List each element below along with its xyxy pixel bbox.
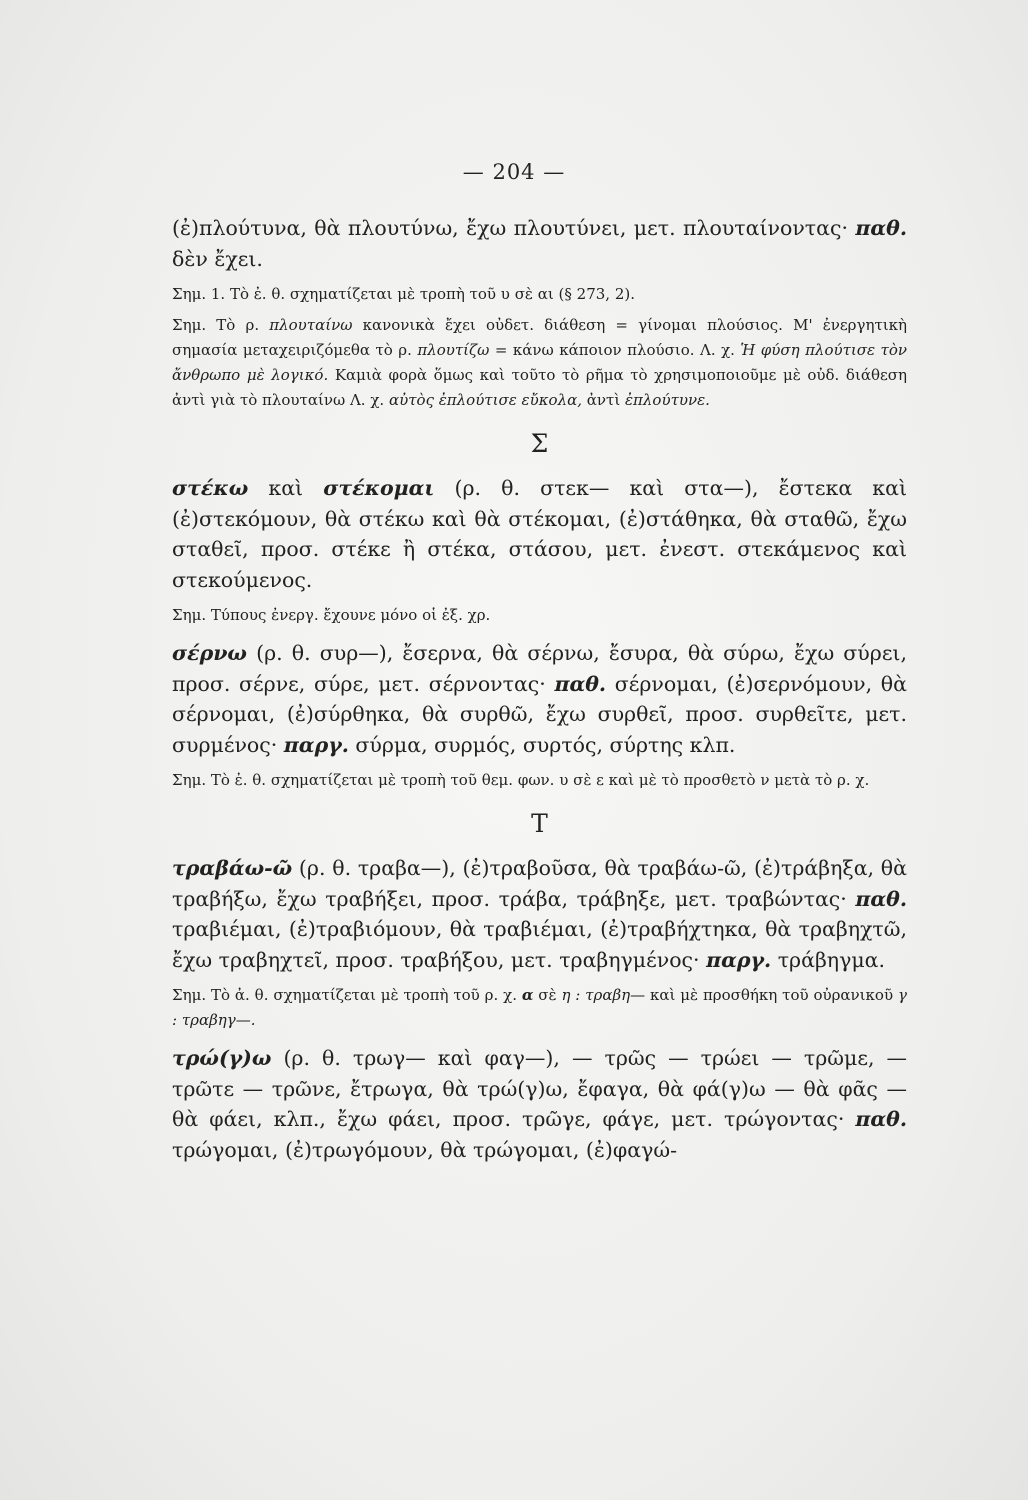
text-span: καὶ μὲ προσθήκη τοῦ οὐρανικοῦ [650, 986, 894, 1004]
italic-span: πλουτίζω [417, 341, 490, 359]
section-letter-tau: Τ [531, 809, 548, 838]
abbr-pathitiko: παθ. [855, 886, 907, 911]
abbr-pathitiko: παθ. [554, 671, 607, 696]
section-letter-sigma: Σ [530, 429, 549, 458]
entry-headword: τρώ(γ)ω [172, 1046, 272, 1070]
abbr-paragogo: παργ. [283, 732, 349, 757]
text-span: Καμιὰ φορὰ ὅμως καὶ τοῦτο τὸ ρῆμα τὸ χρησιμοποιοῦμε μὲ οὐδ. διάθεση ἀντὶ γιὰ τὸ πλουταίνω Λ. χ. [172, 366, 907, 409]
text-span: τραβιέμαι, (ἐ)τραβιόμουν, θὰ τραβιέμαι, (ἐ)τραβήχτηκα, θὰ τραβηχτῶ, ἔχω τραβηχτεῖ, προσ. τραβήξου, μετ. τραβηγμένος· [172, 917, 907, 972]
italic-span: τραβη— [585, 986, 646, 1004]
entry-trogo [172, 1043, 907, 1165]
text-span: (ρ. θ. τρωγ— καὶ φαγ—), — τρῶς — τρώει — τρῶμε, — τρῶτε — τρῶνε, ἔτρωγα, θὰ τρώ(γ)ω, ἔφαγα, θὰ φά(γ)ω — θὰ φᾶς — θὰ φάει, κλπ., ἔχω φάει, προσ. τρῶγε, φάγε, μετ. τρώγοντας· [172, 1046, 907, 1131]
entry-serno [172, 638, 907, 760]
note-1: Σημ. 1. Τὸ ἐ. θ. σχηματίζεται μὲ τροπὴ τοῦ υ σὲ αι (§ 273, 2). [172, 285, 635, 303]
paragraph-ploutaino-continuation [172, 213, 907, 274]
italic-span: γ : [172, 986, 907, 1029]
page-body [172, 213, 907, 1165]
text-span: (ρ. θ. συρ—), ἔσερνα, θὰ σέρνω, ἔσυρα, θὰ σύρω, ἔχω σύρει, προσ. σέρνε, σύρε, μετ. σέρνοντας· [172, 641, 907, 696]
entry-steko [172, 473, 907, 595]
entry-headword: στέκομαι [323, 476, 435, 500]
note-serno: Σημ. Τὸ ἐ. θ. σχηματίζεται μὲ τροπὴ τοῦ θεμ. φων. υ σὲ ε καὶ μὲ τὸ προσθετὸ ν μετὰ τὸ ρ. χ. [172, 771, 870, 789]
abbr-paragogo: παργ. [706, 947, 772, 972]
text-span: καὶ [268, 476, 304, 500]
entry-headword: στέκω [172, 476, 249, 500]
text-span: Σημ. Τὸ ἀ. θ. σχηματίζεται μὲ τροπὴ τοῦ ρ. χ. [172, 986, 517, 1004]
abbr-pathitiko: παθ. [855, 1107, 907, 1131]
text-span: (ρ. θ. τραβα—), (ἐ)τραβοῦσα, θὰ τραβάω-ῶ, (ἐ)τράβηξα, θὰ τραβήξω, ἔχω τραβήξει, προσ. τράβα, τράβηξε, μετ. τραβώντας· [172, 856, 907, 911]
italic-span: Ἡ φύση πλούτισε τὸν ἄνθρωπο μὲ λογικό. [172, 341, 907, 384]
text-span: δὲν ἔχει. [172, 246, 263, 271]
text-span: (ἐ)πλούτυνα, θὰ πλουτύνω, ἔχω πλουτύνει, μετ. πλουταίνοντας· [172, 216, 848, 240]
note-travao [172, 983, 907, 1033]
italic-span: η : [561, 986, 581, 1004]
text-span: σὲ [538, 986, 557, 1004]
bold-letter: α [521, 986, 534, 1004]
page-number: — 204 — [462, 160, 566, 184]
text-span: ἀντὶ [586, 391, 621, 409]
text-span: τράβηγμα. [777, 947, 886, 972]
italic-span: τραβηγ—. [181, 1011, 256, 1029]
text-span: τρώγομαι, (ἐ)τρωγόμουν, θὰ τρώγομαι, (ἐ)φαγώ- [172, 1137, 677, 1162]
text-span: Σημ. Τὸ ρ. [172, 316, 260, 334]
text-span: = κάνω κάποιον πλούσιο. Λ. χ. [494, 341, 735, 359]
text-span: σέρνομαι, (ἐ)σερνόμουν, θὰ σέρνομαι, (ἐ)σύρθηκα, θὰ συρθῶ, ἔχω συρθεῖ, προσ. συρθεῖτε, μετ. συρμένος· [172, 671, 907, 757]
entry-headword: σέρνω [172, 641, 247, 665]
note-steko: Σημ. Τύπους ἐνεργ. ἔχουνε μόνο οἱ ἐξ. χρ. [172, 606, 491, 624]
text-span: (ρ. θ. στεκ— καὶ στα—), ἔστεκα καὶ (ἐ)στεκόμουν, θὰ στέκω καὶ θὰ στέκομαι, (ἐ)στάθηκα, θὰ σταθῶ, ἔχω σταθεῖ, προσ. στέκε ἢ στέκα, στάσου, μετ. ἐνεστ. στεκάμενος καὶ στεκούμενος. [172, 476, 907, 592]
entry-travao [172, 853, 907, 975]
text-span: κανονικὰ ἔχει οὐδετ. διάθεση = γίνομαι πλούσιος. Μ' ἐνεργητικὴ σημασία μεταχειριζόμεθα τὸ ρ. [172, 316, 907, 359]
text-span: σύρμα, συρμός, συρτός, σύρτης κλπ. [355, 732, 736, 757]
italic-span: ἐπλούτυνε. [625, 391, 710, 409]
italic-span: αὐτὸς ἐπλούτισε εὔκολα, [389, 391, 582, 409]
entry-headword: τραβάω-ῶ [172, 856, 293, 880]
note-ploutaino [172, 313, 907, 413]
abbr-pathitiko: παθ. [855, 216, 907, 240]
italic-span: πλουταίνω [269, 316, 353, 334]
